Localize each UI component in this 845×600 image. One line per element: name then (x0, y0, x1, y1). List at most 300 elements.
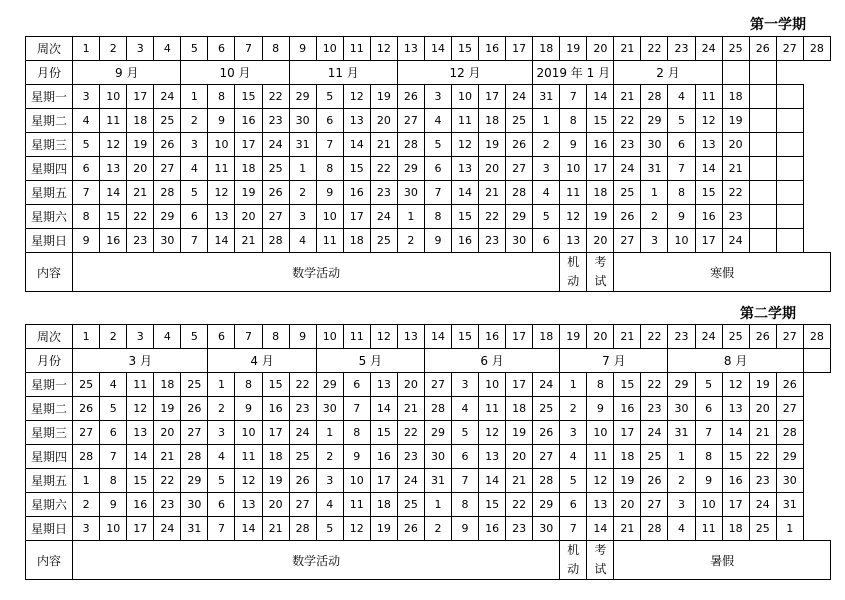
week-number: 15 (451, 37, 478, 61)
date-cell: 31 (424, 469, 451, 493)
date-cell: 8 (235, 373, 262, 397)
month-cell (722, 61, 749, 85)
content-label: 内容 (26, 253, 73, 292)
date-cell: 30 (397, 181, 424, 205)
week-number: 5 (181, 325, 208, 349)
date-cell: 20 (749, 397, 776, 421)
date-cell: 13 (587, 493, 614, 517)
date-cell: 15 (614, 373, 641, 397)
date-cell: 15 (370, 421, 397, 445)
date-cell: 14 (370, 397, 397, 421)
week-number: 10 (316, 37, 343, 61)
math-activity-cell: 数学活动 (73, 253, 560, 292)
date-cell: 23 (154, 493, 181, 517)
date-cell: 29 (181, 469, 208, 493)
date-cell: 3 (451, 373, 478, 397)
month-cell: 2019 年 1 月 (533, 61, 614, 85)
date-cell: 14 (127, 445, 154, 469)
date-cell: 14 (343, 133, 370, 157)
date-cell: 17 (262, 421, 289, 445)
date-cell: 30 (641, 133, 668, 157)
date-cell: 29 (316, 373, 343, 397)
date-cell: 15 (722, 445, 749, 469)
date-cell: 21 (479, 181, 506, 205)
date-cell: 27 (506, 157, 533, 181)
date-cell: 18 (154, 373, 181, 397)
date-cell: 12 (343, 85, 370, 109)
date-cell: 16 (100, 229, 127, 253)
date-cell: 1 (668, 445, 695, 469)
date-cell: 31 (181, 517, 208, 541)
date-cell: 7 (316, 133, 343, 157)
date-cell: 17 (479, 85, 506, 109)
date-cell: 8 (100, 469, 127, 493)
date-cell: 24 (289, 421, 316, 445)
date-cell: 9 (100, 493, 127, 517)
date-cell: 23 (370, 181, 397, 205)
date-cell: 18 (370, 493, 397, 517)
weekday-label: 星期二 (26, 109, 73, 133)
date-cell: 28 (154, 181, 181, 205)
weekday-label: 星期三 (26, 421, 73, 445)
date-cell: 1 (316, 421, 343, 445)
week-number: 22 (641, 37, 668, 61)
date-cell: 11 (100, 109, 127, 133)
vacation-cell: 寒假 (614, 253, 831, 292)
date-cell: 17 (127, 517, 154, 541)
date-cell: 10 (100, 85, 127, 109)
date-cell: 21 (722, 157, 749, 181)
date-cell: 14 (587, 517, 614, 541)
week-number: 21 (614, 325, 641, 349)
date-cell: 25 (289, 445, 316, 469)
date-cell: 22 (289, 373, 316, 397)
date-cell: 5 (451, 421, 478, 445)
date-cell (749, 133, 776, 157)
date-cell: 12 (208, 181, 235, 205)
date-cell: 18 (235, 157, 262, 181)
weekday-label: 星期一 (26, 85, 73, 109)
week-number: 13 (397, 325, 424, 349)
date-cell: 24 (533, 373, 560, 397)
date-cell: 26 (289, 469, 316, 493)
date-cell: 27 (289, 493, 316, 517)
date-cell: 28 (397, 133, 424, 157)
weekday-label: 星期四 (26, 157, 73, 181)
date-cell: 2 (316, 445, 343, 469)
date-cell: 27 (397, 109, 424, 133)
date-cell: 16 (343, 181, 370, 205)
date-cell: 5 (668, 109, 695, 133)
date-cell: 16 (451, 229, 478, 253)
week-number: 23 (668, 37, 695, 61)
date-cell: 5 (208, 469, 235, 493)
week-number: 5 (181, 37, 208, 61)
date-cell: 21 (127, 181, 154, 205)
date-cell: 4 (316, 493, 343, 517)
date-cell: 3 (533, 157, 560, 181)
date-cell: 8 (695, 445, 722, 469)
week-row (26, 325, 831, 349)
date-cell: 16 (722, 469, 749, 493)
date-cell: 23 (641, 397, 668, 421)
date-cell: 2 (641, 205, 668, 229)
date-cell: 27 (424, 373, 451, 397)
date-cell: 20 (397, 373, 424, 397)
weekday-label: 星期二 (26, 397, 73, 421)
date-cell: 6 (316, 109, 343, 133)
week-number: 1 (73, 325, 100, 349)
date-cell: 21 (397, 397, 424, 421)
day-row (26, 133, 831, 157)
date-cell: 22 (397, 421, 424, 445)
date-cell: 2 (668, 469, 695, 493)
date-cell: 2 (560, 397, 587, 421)
week-number: 28 (803, 325, 830, 349)
date-cell: 4 (451, 397, 478, 421)
date-cell: 3 (289, 205, 316, 229)
date-cell: 4 (73, 109, 100, 133)
date-cell: 19 (262, 469, 289, 493)
date-cell: 5 (316, 85, 343, 109)
week-number: 28 (803, 37, 830, 61)
date-cell: 11 (343, 493, 370, 517)
date-cell (776, 85, 803, 109)
date-cell: 14 (451, 181, 478, 205)
date-cell: 7 (695, 421, 722, 445)
date-cell: 16 (614, 397, 641, 421)
date-cell: 23 (289, 397, 316, 421)
week-number: 19 (560, 37, 587, 61)
date-cell: 18 (343, 229, 370, 253)
week-number: 14 (424, 37, 451, 61)
date-cell: 24 (749, 493, 776, 517)
date-cell: 4 (289, 229, 316, 253)
date-cell: 29 (397, 157, 424, 181)
date-cell: 15 (235, 85, 262, 109)
week-number: 3 (127, 37, 154, 61)
date-cell: 11 (127, 373, 154, 397)
date-cell: 3 (73, 517, 100, 541)
date-cell: 24 (722, 229, 749, 253)
date-cell: 12 (587, 469, 614, 493)
month-row (26, 61, 831, 85)
date-cell: 27 (262, 205, 289, 229)
date-cell: 2 (208, 397, 235, 421)
day-row (26, 517, 831, 541)
date-cell: 15 (695, 181, 722, 205)
date-cell: 29 (668, 373, 695, 397)
week-number: 27 (776, 37, 803, 61)
date-cell: 1 (560, 373, 587, 397)
day-row (26, 373, 831, 397)
date-cell: 22 (614, 109, 641, 133)
week-number: 6 (208, 37, 235, 61)
week-number: 26 (749, 325, 776, 349)
date-cell: 27 (776, 397, 803, 421)
date-cell: 2 (397, 229, 424, 253)
date-cell: 29 (776, 445, 803, 469)
date-cell: 21 (614, 85, 641, 109)
date-cell: 13 (370, 373, 397, 397)
date-cell: 22 (370, 157, 397, 181)
date-cell: 23 (262, 109, 289, 133)
date-cell: 8 (424, 205, 451, 229)
date-cell: 20 (722, 133, 749, 157)
weekday-label: 星期六 (26, 205, 73, 229)
date-cell: 13 (100, 157, 127, 181)
weekday-label: 星期六 (26, 493, 73, 517)
date-cell: 19 (154, 397, 181, 421)
date-cell: 13 (208, 205, 235, 229)
date-cell: 13 (560, 229, 587, 253)
date-cell: 1 (73, 469, 100, 493)
date-cell: 11 (235, 445, 262, 469)
date-cell: 1 (641, 181, 668, 205)
weekday-label: 星期日 (26, 517, 73, 541)
date-cell: 12 (695, 109, 722, 133)
date-cell: 18 (722, 85, 749, 109)
date-cell: 27 (614, 229, 641, 253)
date-cell: 21 (749, 421, 776, 445)
date-cell: 12 (722, 373, 749, 397)
date-cell: 13 (479, 445, 506, 469)
date-cell: 24 (614, 157, 641, 181)
math-activity-cell: 数学活动 (73, 541, 560, 580)
week-number: 20 (587, 37, 614, 61)
date-cell: 1 (776, 517, 803, 541)
week-number: 23 (668, 325, 695, 349)
date-cell: 14 (208, 229, 235, 253)
date-cell: 5 (560, 469, 587, 493)
date-cell: 19 (370, 517, 397, 541)
weekday-label: 星期五 (26, 469, 73, 493)
flex-time-cell (560, 541, 587, 580)
date-cell: 14 (722, 421, 749, 445)
date-cell: 28 (181, 445, 208, 469)
date-cell: 30 (533, 517, 560, 541)
date-cell: 17 (370, 469, 397, 493)
date-cell: 23 (127, 229, 154, 253)
date-cell: 1 (181, 85, 208, 109)
date-cell: 25 (397, 493, 424, 517)
date-cell: 30 (668, 397, 695, 421)
date-cell: 1 (397, 205, 424, 229)
vacation-cell: 暑假 (614, 541, 831, 580)
day-row (26, 469, 831, 493)
date-cell: 31 (289, 133, 316, 157)
week-number: 19 (560, 325, 587, 349)
date-cell (776, 181, 803, 205)
date-cell: 6 (451, 445, 478, 469)
date-cell: 22 (506, 493, 533, 517)
date-cell: 17 (235, 133, 262, 157)
date-cell: 2 (289, 181, 316, 205)
date-cell: 22 (722, 181, 749, 205)
date-cell: 21 (262, 517, 289, 541)
date-cell: 26 (776, 373, 803, 397)
date-cell: 26 (181, 397, 208, 421)
date-cell: 14 (479, 469, 506, 493)
date-cell: 8 (587, 373, 614, 397)
day-row (26, 493, 831, 517)
date-cell: 31 (668, 421, 695, 445)
date-cell: 11 (560, 181, 587, 205)
date-cell: 16 (262, 397, 289, 421)
semester-2-table (25, 324, 831, 580)
date-cell: 30 (424, 445, 451, 469)
date-cell: 9 (208, 109, 235, 133)
date-cell: 2 (73, 493, 100, 517)
date-cell: 15 (343, 157, 370, 181)
date-cell: 9 (424, 229, 451, 253)
date-cell: 31 (776, 493, 803, 517)
date-cell: 10 (100, 517, 127, 541)
week-number: 7 (235, 37, 262, 61)
date-cell: 21 (154, 445, 181, 469)
weekday-label: 星期日 (26, 229, 73, 253)
date-cell: 18 (262, 445, 289, 469)
date-cell: 20 (235, 205, 262, 229)
month-cell: 11 月 (289, 61, 397, 85)
week-number: 12 (370, 37, 397, 61)
date-cell: 5 (73, 133, 100, 157)
exam-cell (587, 253, 614, 292)
exam-text: 考试 (594, 255, 607, 288)
date-cell: 29 (533, 493, 560, 517)
date-cell: 3 (641, 229, 668, 253)
week-number: 24 (695, 325, 722, 349)
week-number: 7 (235, 325, 262, 349)
date-cell: 30 (154, 229, 181, 253)
date-cell: 19 (127, 133, 154, 157)
date-cell: 12 (127, 397, 154, 421)
date-cell: 2 (533, 133, 560, 157)
date-cell: 14 (587, 85, 614, 109)
date-cell: 14 (100, 181, 127, 205)
date-cell: 16 (479, 517, 506, 541)
date-cell: 29 (154, 205, 181, 229)
date-cell: 28 (506, 181, 533, 205)
date-cell: 4 (668, 517, 695, 541)
week-number: 11 (343, 37, 370, 61)
date-cell: 24 (397, 469, 424, 493)
date-cell: 6 (343, 373, 370, 397)
date-cell: 8 (560, 109, 587, 133)
week-number: 25 (722, 37, 749, 61)
date-cell: 21 (370, 133, 397, 157)
date-cell: 24 (154, 517, 181, 541)
date-cell: 7 (560, 517, 587, 541)
week-number: 4 (154, 325, 181, 349)
weekday-label: 星期四 (26, 445, 73, 469)
date-cell: 11 (695, 517, 722, 541)
date-cell: 25 (73, 373, 100, 397)
date-cell: 17 (695, 229, 722, 253)
date-cell: 18 (587, 181, 614, 205)
date-cell: 6 (73, 157, 100, 181)
date-cell: 1 (424, 493, 451, 517)
date-cell: 13 (235, 493, 262, 517)
day-row (26, 397, 831, 421)
day-row (26, 205, 831, 229)
date-cell: 4 (533, 181, 560, 205)
date-cell: 10 (451, 85, 478, 109)
week-number: 17 (506, 325, 533, 349)
date-cell: 19 (614, 469, 641, 493)
date-cell: 10 (343, 469, 370, 493)
date-cell: 26 (262, 181, 289, 205)
month-cell: 5 月 (316, 349, 424, 373)
week-number: 18 (533, 325, 560, 349)
date-cell: 23 (614, 133, 641, 157)
date-cell: 7 (451, 469, 478, 493)
date-cell: 12 (479, 421, 506, 445)
date-cell: 4 (668, 85, 695, 109)
date-cell: 5 (100, 397, 127, 421)
month-cell: 3 月 (73, 349, 208, 373)
week-number: 9 (289, 325, 316, 349)
date-cell: 11 (451, 109, 478, 133)
day-row (26, 157, 831, 181)
date-cell: 24 (506, 85, 533, 109)
date-cell: 7 (424, 181, 451, 205)
date-cell: 15 (451, 205, 478, 229)
date-cell: 12 (343, 517, 370, 541)
date-cell: 7 (343, 397, 370, 421)
date-cell: 22 (127, 205, 154, 229)
date-cell: 13 (722, 397, 749, 421)
date-cell: 22 (262, 85, 289, 109)
date-cell: 17 (343, 205, 370, 229)
date-cell: 6 (533, 229, 560, 253)
date-cell: 31 (641, 157, 668, 181)
month-cell (803, 349, 830, 373)
date-cell: 28 (262, 229, 289, 253)
date-cell: 17 (127, 85, 154, 109)
date-cell (749, 85, 776, 109)
date-cell: 13 (343, 109, 370, 133)
date-cell: 29 (641, 109, 668, 133)
date-cell (749, 157, 776, 181)
date-cell: 7 (73, 181, 100, 205)
date-cell: 16 (695, 205, 722, 229)
week-number: 24 (695, 37, 722, 61)
date-cell (776, 157, 803, 181)
date-cell: 20 (479, 157, 506, 181)
month-row (26, 349, 831, 373)
week-number: 18 (533, 37, 560, 61)
date-cell: 23 (749, 469, 776, 493)
week-number: 22 (641, 325, 668, 349)
week-number: 12 (370, 325, 397, 349)
date-cell: 1 (208, 373, 235, 397)
date-cell: 19 (370, 85, 397, 109)
date-cell: 23 (479, 229, 506, 253)
week-number: 13 (397, 37, 424, 61)
date-cell (749, 181, 776, 205)
week-number: 1 (73, 37, 100, 61)
date-cell: 18 (479, 109, 506, 133)
week-row (26, 37, 831, 61)
date-cell: 29 (424, 421, 451, 445)
date-cell: 18 (722, 517, 749, 541)
date-cell: 19 (506, 421, 533, 445)
date-cell: 10 (587, 421, 614, 445)
day-row (26, 445, 831, 469)
date-cell: 16 (587, 133, 614, 157)
date-cell: 14 (695, 157, 722, 181)
